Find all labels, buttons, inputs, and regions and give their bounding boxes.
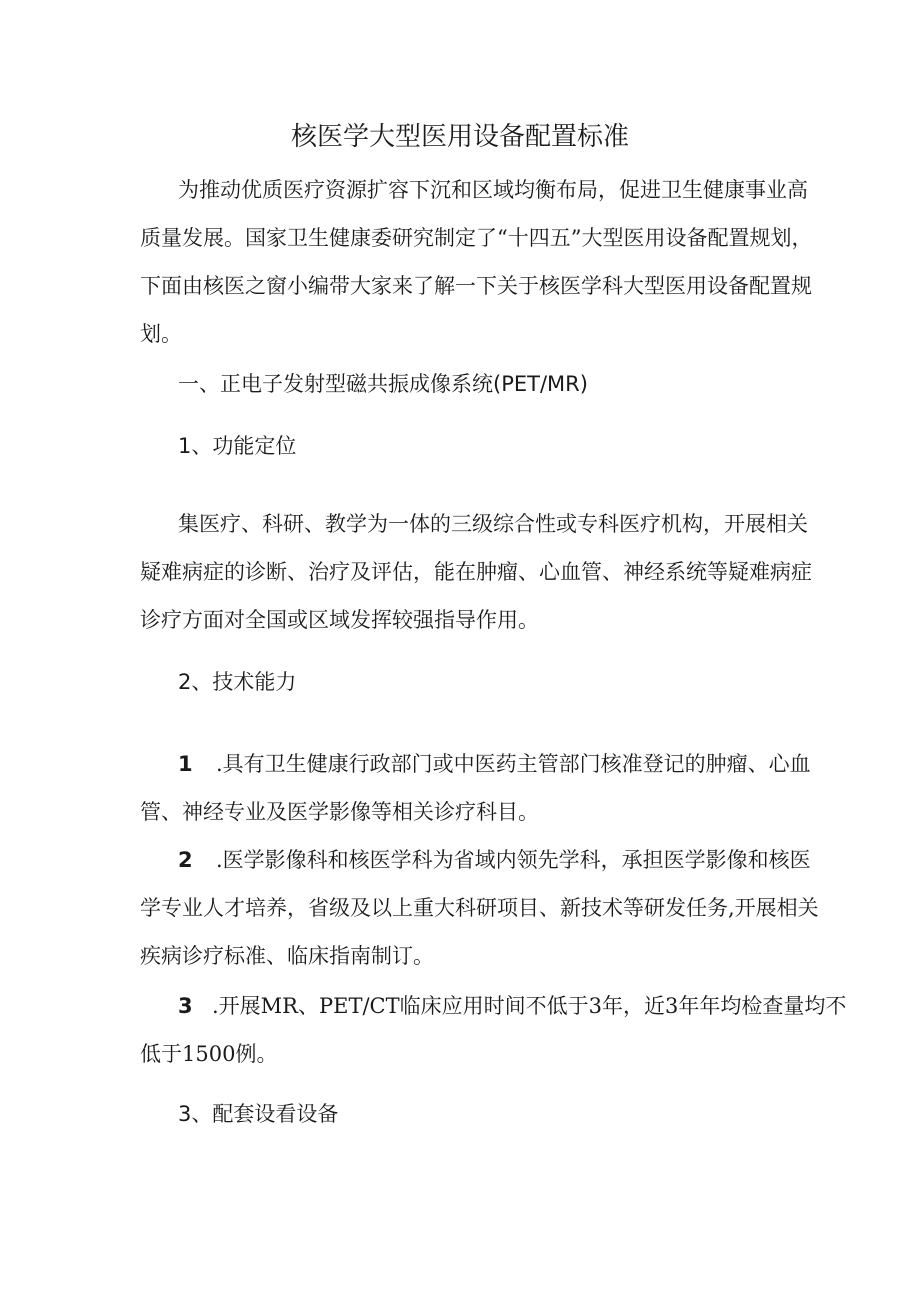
tech-item-2-line-2: 学专业人才培养，省级及以上重大科研项目、新技术等研发任务,开展相关 xyxy=(140,896,819,920)
tech-item-3-line-2: 低于1500例。 xyxy=(140,1042,278,1066)
tech-item-1 xyxy=(178,750,811,778)
tech-item-2 xyxy=(178,846,811,874)
section-1-heading: 一、正电子发射型磁共振成像系统(PET/MR) xyxy=(178,372,588,396)
tech-item-3-number: 3 xyxy=(178,994,193,1018)
tech-item-3-line-1: .开展MR、PET/CT临床应用时间不低于3年，近3年年均检查量均不 xyxy=(212,994,847,1018)
tech-item-1-number: 1 xyxy=(178,752,193,776)
tech-item-3 xyxy=(178,992,846,1020)
subsection-1-heading: 1、功能定位 xyxy=(178,434,297,458)
tech-item-1-line-2: 管、神经专业及医学影像等相关诊疗科目。 xyxy=(140,800,539,824)
function-line-3: 诊疗方面对全国或区域发挥较强指导作用。 xyxy=(140,608,539,632)
subsection-2-heading: 2、技术能力 xyxy=(178,670,297,694)
function-line-2: 疑难病症的诊断、治疗及评估，能在肿瘤、心血管、神经系统等疑难病症 xyxy=(140,560,812,584)
subsection-3-heading: 3、配套设看设备 xyxy=(178,1102,339,1126)
function-line-1: 集医疗、科研、教学为一体的三级综合性或专科医疗机构，开展相关 xyxy=(178,512,808,536)
tech-item-2-line-1: .医学影像科和核医学科为省域内领先学科，承担医学影像和核医 xyxy=(216,848,811,872)
intro-line-1: 为推动优质医疗资源扩容下沉和区域均衡布局，促进卫生健康事业高 xyxy=(178,178,808,202)
tech-item-2-line-3: 疾病诊疗标准、临床指南制订。 xyxy=(140,944,434,968)
document-title: 核医学大型医用设备配置标准 xyxy=(290,122,629,152)
intro-line-3: 下面由核医之窗小编带大家来了解一下关于核医学科大型医用设备配置规 xyxy=(140,274,812,298)
intro-line-2: 质量发展。国家卫生健康委研究制定了“十四五”大型医用设备配置规划， xyxy=(140,226,813,250)
intro-line-4: 划。 xyxy=(140,322,182,346)
tech-item-2-number: 2 xyxy=(178,848,193,872)
tech-item-1-line-1: .具有卫生健康行政部门或中医药主管部门核准登记的肿瘤、心血 xyxy=(216,752,811,776)
